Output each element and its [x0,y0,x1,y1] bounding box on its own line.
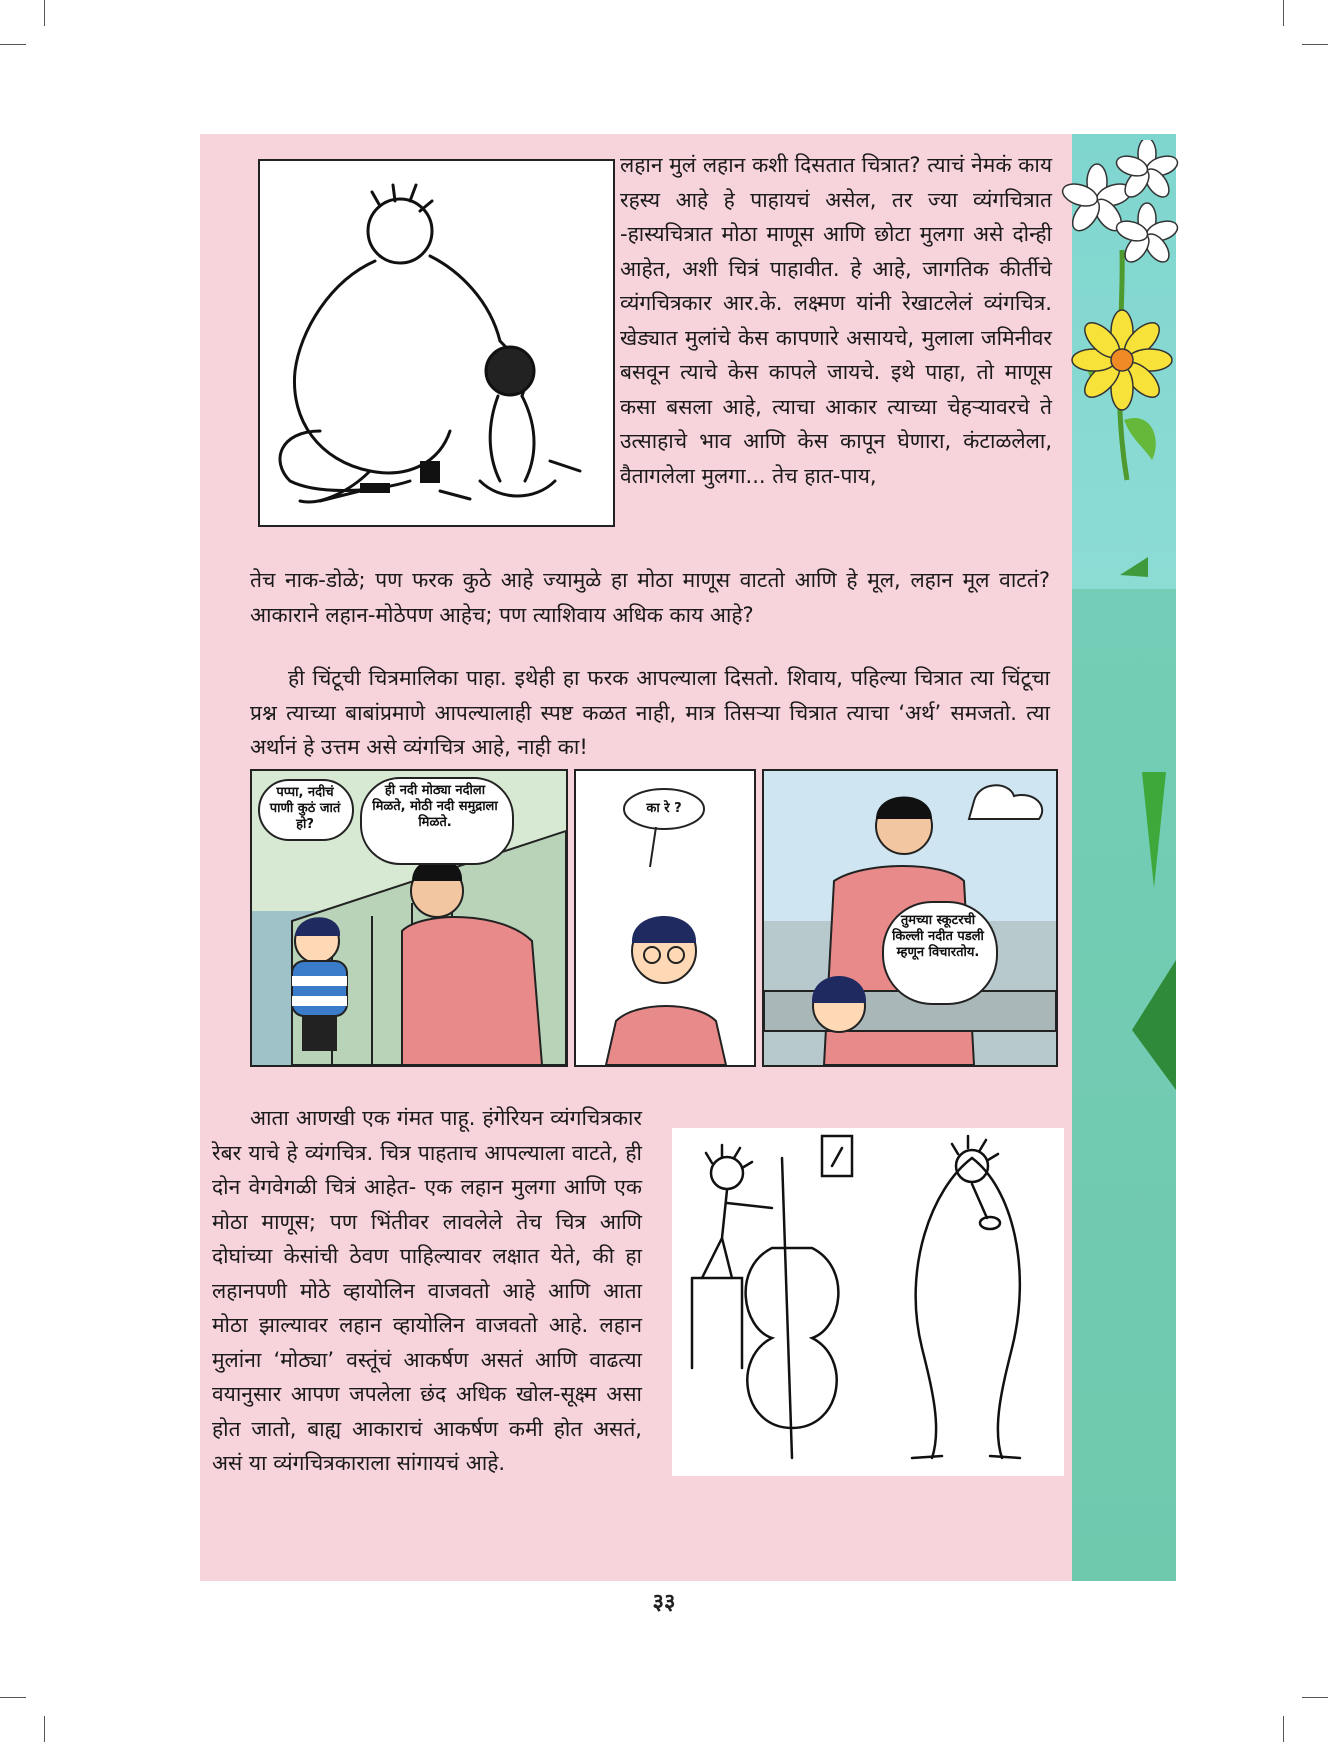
page-number: ३३ [652,1590,676,1615]
rk-laxman-cartoon [258,159,615,527]
crop-mark [44,1716,45,1742]
paragraph-intro: लहान मुलं लहान कशी दिसतात चित्रात? त्याचं नेमकं काय रहस्य आहे हे पाहायचं असेल, तर ज्या व्यंगचित्रात -हास्यचित्रात मोठा माणूस आणि छोटा मुलगा असे दोन्ही आहेत, अशी चित्रं पाहावीत. हे आहे, जागतिक कीर्तीचे व्यंगचित्रकार आर.के. लक्ष्मण यांनी रेखाटलेलं व्यंगचित्र. खेड्यात मुलांचे केस कापणारे असायचे, मुलाला जमिनीवर बसवून त्याचे केस कापले जायचे. इथे पाहा, तो माणूस कसा बसला आहे, त्याचा आकार त्याच्या चेहऱ्यावरचे ते उत्साहाचे भाव आणि केस कापून घेणारा, कंटाळलेला, वैतागलेला मुलगा... तेच हात-पाय, [620,153,1052,488]
crop-mark [1283,1716,1284,1742]
reber-cartoon [672,1128,1064,1476]
chintu-comic-strip [250,769,1058,1067]
paragraph-reber: आता आणखी एक गंमत पाहू. हंगेरियन व्यंगचित्रकार रेबर याचे हे व्यंगचित्र. चित्र पाहताच आपल्याला वाटते, ही दोन वेगवेगळी चित्रं आहेत- एक लहान मुलगा आणि एक मोठा माणूस; पण भिंतीवर लावलेले तेच चित्र आणि दोघांच्या केसांची ठेवण पाहिल्यावर लक्षात येते, की हा लहानपणी मोठे व्हायोलिन वाजवतो आहे आणि आता मोठा झाल्यावर लहान व्हायोलिन वाजवतो आहे. लहान मुलांना ‘मोठ्या’ वस्तूंचं आकर्षण असतं आणि वाढत्या वयानुसार आपण जपलेला छंद अधिक खोल-सूक्ष्म असा होत जातो, बाह्य आकाराचं आकर्षण कमी होत असतं, असं या व्यंगचित्रकाराला सांगायचं आहे. [212,1106,642,1475]
decorative-triangle [1120,555,1150,580]
speech-bubble-kid: पप्पा, नदीचं पाणी कुठं जातं हो? [269,785,341,832]
speech-bubble-question: का रे ? [646,801,682,816]
flower-decoration [1052,140,1182,500]
decorative-triangle [1132,960,1176,1090]
crop-mark [44,0,45,26]
speech-bubble-father: ही नदी मोठ्या नदीला मिळते, मोठी नदी समुद्राला मिळते. [372,783,498,830]
crop-mark [1302,1697,1328,1698]
paragraph-question: तेच नाक-डोळे; पण फरक कुठे आहे ज्यामुळे हा मोठा माणूस वाटतो आणि हे मूल, लहान मूल वाटतं? आकाराने लहान-मोठेपण आहेच; पण त्याशिवाय अधिक काय आहे? [250,568,1050,627]
crop-mark [0,1697,26,1698]
comic-panel-2 [574,769,756,1067]
comic-panel-1 [250,769,568,1067]
crop-mark [1302,44,1328,45]
speech-bubble-answer: तुमच्या स्कूटरची किल्ली नदीत पडली म्हणून विचारतोय. [892,913,984,960]
comic-panel-3 [762,769,1058,1067]
paragraph-chintu: ही चिंटूची चित्रमालिका पाहा. इथेही हा फरक आपल्याला दिसतो. शिवाय, पहिल्या चित्रात त्या चिंटूचा प्रश्न त्याच्या बाबांप्रमाणे आपल्यालाही स्पष्ट कळत नाही, मात्र तिसऱ्या चित्रात त्याचा ‘अर्थ’ समजतो. त्या अर्थानं हे उत्तम असे व्यंगचित्र आहे, नाही का! [250,666,1050,759]
crop-mark [0,44,26,45]
decorative-triangle [1140,770,1170,890]
crop-mark [1283,0,1284,26]
